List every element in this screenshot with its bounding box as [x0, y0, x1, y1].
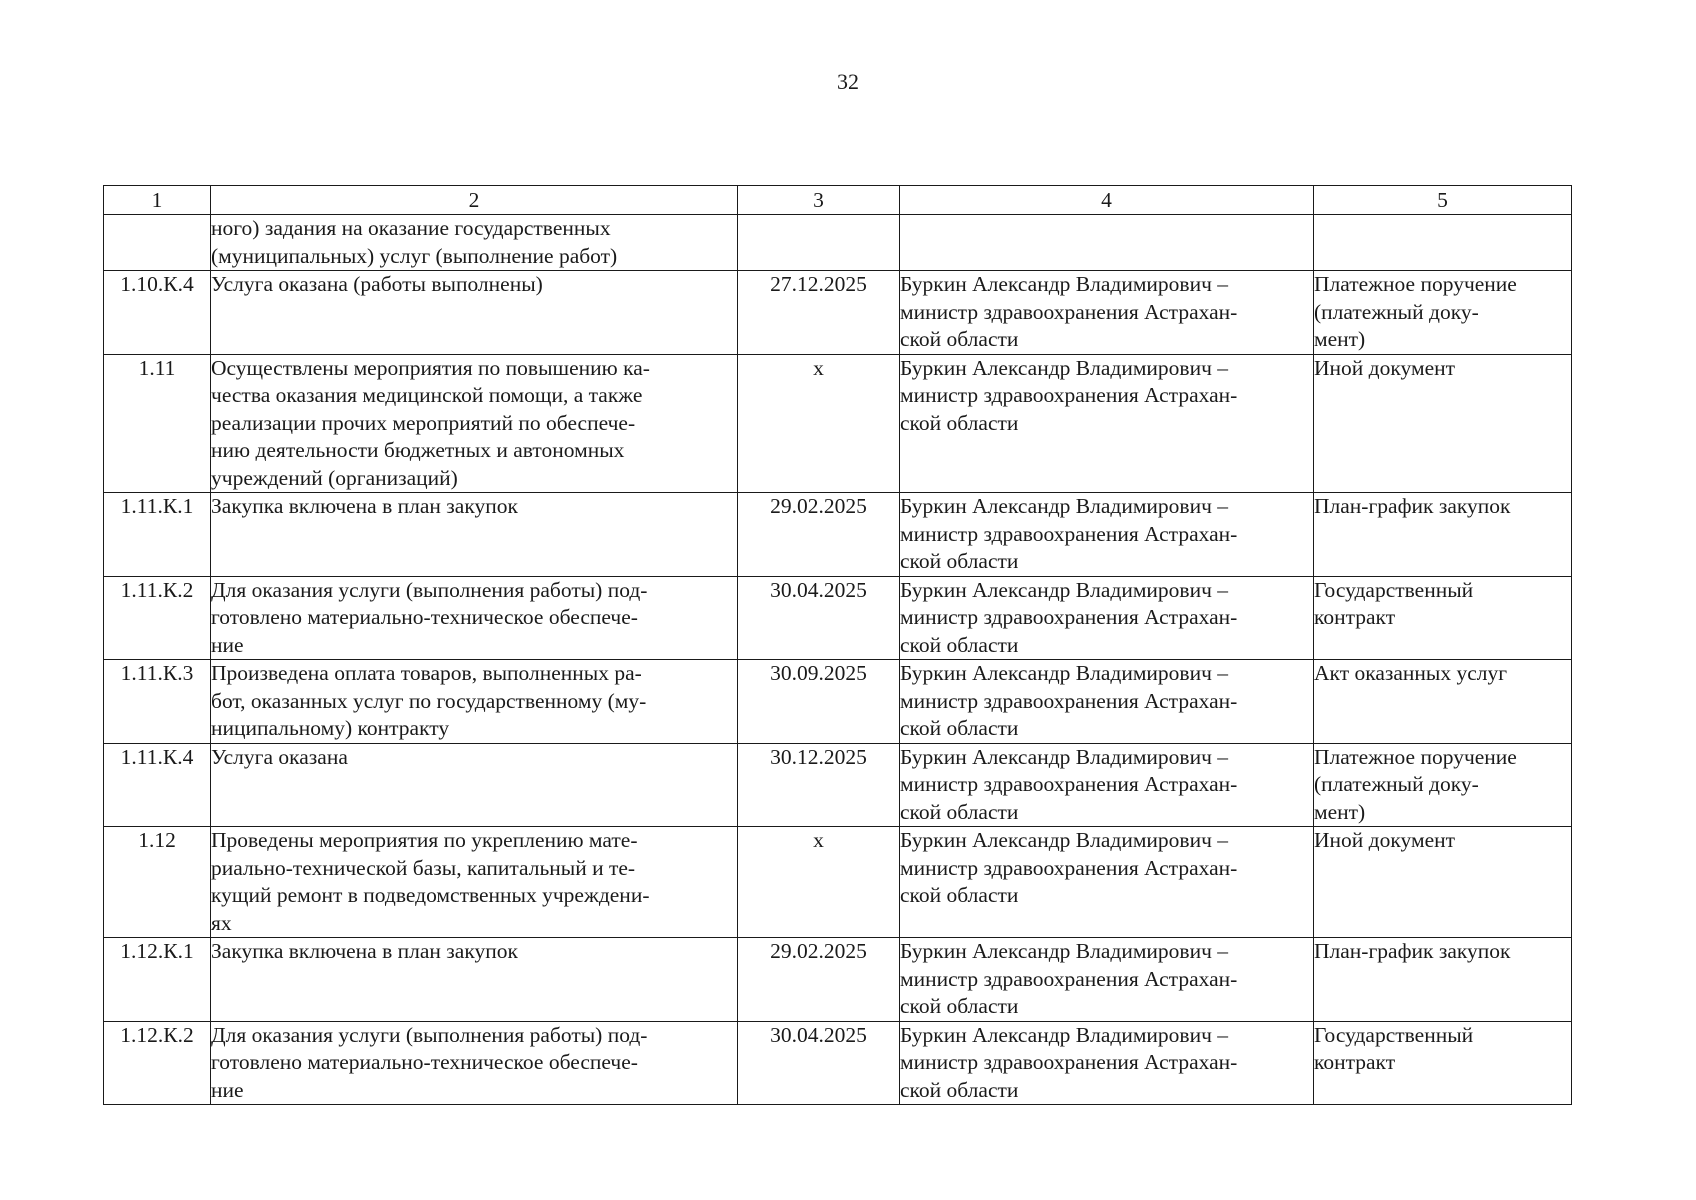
- row-deadline-text: 30.04.2025: [770, 1022, 867, 1047]
- row-document-type-text: Иной документ: [1314, 355, 1456, 380]
- row-deadline: [738, 938, 900, 1022]
- table-body: [104, 215, 1572, 1105]
- row-document-type: [1314, 493, 1572, 577]
- row-number-text: 1.11.К.4: [120, 744, 194, 769]
- row-deadline: [738, 743, 900, 827]
- row-responsible: [900, 938, 1314, 1022]
- row-document-type-text: Акт оказанных услуг: [1314, 661, 1508, 685]
- header-col-1: 1: [104, 186, 211, 215]
- row-document-type: [1314, 1021, 1572, 1105]
- header-col-4: 4: [900, 186, 1314, 215]
- row-deadline-text: 30.09.2025: [770, 661, 867, 685]
- row-document-type-text: Государственный контракт: [1314, 1022, 1474, 1074]
- row-responsible: [900, 493, 1314, 577]
- row-document-type-text: Платежное поручение (платежный доку- мент): [1314, 272, 1517, 351]
- row-responsible: [900, 743, 1314, 827]
- row-deadline: [738, 576, 900, 660]
- row-document-type-text: Государственный контракт: [1314, 577, 1474, 629]
- table-row: [104, 271, 1572, 355]
- row-responsible: [900, 660, 1314, 744]
- row-responsible-text: Буркин Александр Владимирович – министр здравоохранения Астрахан- ской области: [900, 355, 1238, 435]
- header-col-5: 5: [1314, 186, 1572, 215]
- row-number-text: 1.12.К.1: [120, 939, 194, 963]
- row-deadline-text: 30.12.2025: [770, 744, 867, 769]
- row-deadline: [738, 827, 900, 938]
- row-event-name-text: Для оказания услуги (выполнения работы) под- готовлено материально-техническое обеспече- ние: [211, 1022, 648, 1102]
- table-row: [104, 660, 1572, 744]
- row-document-type: [1314, 743, 1572, 827]
- row-number-text: 1.11: [138, 355, 176, 380]
- table-row: [104, 215, 1572, 271]
- row-number: [104, 576, 211, 660]
- row-document-type: [1314, 938, 1572, 1022]
- row-document-type: [1314, 271, 1572, 355]
- row-deadline: [738, 354, 900, 493]
- row-event-name-text: Закупка включена в план закупок: [211, 939, 518, 963]
- row-responsible: [900, 354, 1314, 493]
- row-responsible-text: Буркин Александр Владимирович – министр здравоохранения Астрахан- ской области: [900, 661, 1238, 740]
- table-row: [104, 354, 1572, 493]
- header-col-2: 2: [211, 186, 738, 215]
- row-document-type: [1314, 827, 1572, 938]
- row-number-text: 1.11.К.3: [120, 661, 194, 685]
- header-col-3: 3: [738, 186, 900, 215]
- table-row: [104, 576, 1572, 660]
- row-event-name: [211, 1021, 738, 1105]
- row-responsible-text: Буркин Александр Владимирович – министр здравоохранения Астрахан- ской области: [900, 939, 1238, 1018]
- row-responsible: [900, 271, 1314, 355]
- row-number: [104, 660, 211, 744]
- row-event-name: [211, 215, 738, 271]
- row-deadline-text: 30.04.2025: [770, 577, 867, 602]
- table-row: [104, 827, 1572, 938]
- row-event-name-text: Услуга оказана: [211, 744, 348, 769]
- row-deadline-text: 29.02.2025: [770, 939, 867, 963]
- row-deadline-text: х: [813, 828, 824, 852]
- table-row: [104, 743, 1572, 827]
- row-deadline: [738, 660, 900, 744]
- row-deadline-text: 27.12.2025: [770, 272, 867, 296]
- row-responsible-text: Буркин Александр Владимирович – министр здравоохранения Астрахан- ской области: [900, 494, 1238, 573]
- row-number: [104, 938, 211, 1022]
- header-row: [104, 186, 1572, 215]
- row-responsible: [900, 827, 1314, 938]
- row-event-name-text: ного) задания на оказание государственных (муниципальных) услуг (выполнение работ): [211, 216, 618, 268]
- table-row: [104, 938, 1572, 1022]
- plan-table: [103, 185, 1572, 1105]
- row-document-type-text: План-график закупок: [1314, 939, 1511, 963]
- row-event-name: [211, 938, 738, 1022]
- row-number: [104, 827, 211, 938]
- row-document-type: [1314, 354, 1572, 493]
- row-document-type-text: Платежное поручение (платежный доку- мент): [1314, 744, 1517, 824]
- row-event-name-text: Проведены мероприятия по укреплению мате- риально-технической базы, капитальный и те- кущий ремонт в подведомственных учреждени- ях: [211, 828, 650, 935]
- row-number: [104, 493, 211, 577]
- row-event-name-text: Услуга оказана (работы выполнены): [211, 272, 543, 296]
- row-deadline: [738, 1021, 900, 1105]
- row-number: [104, 743, 211, 827]
- row-event-name: [211, 660, 738, 744]
- row-event-name: [211, 576, 738, 660]
- row-responsible: [900, 1021, 1314, 1105]
- row-deadline: [738, 493, 900, 577]
- row-deadline-text: 29.02.2025: [770, 494, 867, 518]
- row-responsible: [900, 215, 1314, 271]
- row-document-type: [1314, 576, 1572, 660]
- row-deadline: [738, 271, 900, 355]
- row-event-name-text: Для оказания услуги (выполнения работы) под- готовлено материально-техническое обеспече- ние: [211, 577, 648, 657]
- row-event-name-text: Осуществлены мероприятия по повышению ка- чества оказания медицинской помощи, а также реализации прочих мероприятий по обеспече- нию деятельности бюджетных и автономных учреждений (организаций): [211, 355, 650, 490]
- row-event-name-text: Произведена оплата товаров, выполненных ра- бот, оказанных услуг по государственному (му- ниципальному) контракту: [211, 661, 647, 740]
- row-document-type-text: Иной документ: [1314, 828, 1456, 852]
- table-row: [104, 1021, 1572, 1105]
- row-event-name: [211, 354, 738, 493]
- row-number: [104, 354, 211, 493]
- row-responsible: [900, 576, 1314, 660]
- row-event-name: [211, 827, 738, 938]
- row-responsible-text: Буркин Александр Владимирович – министр здравоохранения Астрахан- ской области: [900, 272, 1238, 351]
- row-number-text: 1.12.К.2: [120, 1022, 194, 1047]
- row-responsible-text: Буркин Александр Владимирович – министр здравоохранения Астрахан- ской области: [900, 744, 1238, 824]
- table-row: [104, 493, 1572, 577]
- row-document-type: [1314, 215, 1572, 271]
- row-document-type: [1314, 660, 1572, 744]
- row-document-type-text: План-график закупок: [1314, 494, 1511, 518]
- row-responsible-text: Буркин Александр Владимирович – министр здравоохранения Астрахан- ской области: [900, 1022, 1238, 1102]
- row-number: [104, 215, 211, 271]
- row-event-name: [211, 493, 738, 577]
- row-event-name: [211, 743, 738, 827]
- page-number: 32: [837, 69, 859, 94]
- row-responsible-text: Буркин Александр Владимирович – министр здравоохранения Астрахан- ской области: [900, 577, 1238, 657]
- row-deadline: [738, 215, 900, 271]
- row-event-name-text: Закупка включена в план закупок: [211, 494, 518, 518]
- row-number-text: 1.12: [138, 828, 176, 852]
- row-number: [104, 271, 211, 355]
- row-number-text: 1.11.К.2: [120, 577, 194, 602]
- row-deadline-text: х: [813, 355, 824, 380]
- row-number: [104, 1021, 211, 1105]
- row-event-name: [211, 271, 738, 355]
- row-number-text: 1.11.К.1: [120, 494, 194, 518]
- row-responsible-text: Буркин Александр Владимирович – министр здравоохранения Астрахан- ской области: [900, 828, 1238, 907]
- row-number-text: 1.10.К.4: [120, 272, 194, 296]
